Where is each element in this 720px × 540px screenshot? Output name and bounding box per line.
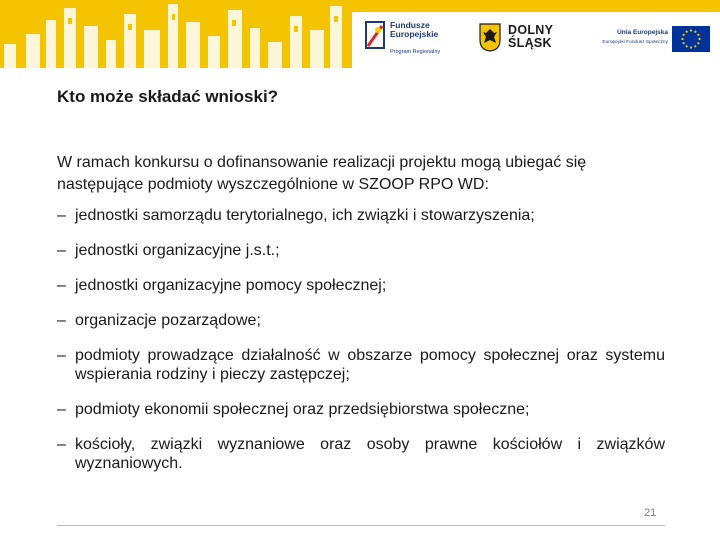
dash-bullet: – — [57, 312, 66, 329]
logos-bar — [352, 12, 720, 68]
list-item-text: organizacje pozarządowe; — [75, 312, 261, 329]
list-item — [57, 206, 665, 225]
list-item — [57, 435, 665, 473]
intro-paragraph: W ramach konkursu o dofinansowanie realizacji projektu mogą ubiegać się następujące podmioty wyszczególnione w SZOOP RPO WD: — [57, 154, 587, 193]
ue-sub: Europejski Fundusz Społeczny — [602, 40, 668, 45]
dash-bullet: – — [57, 242, 66, 259]
fe-star-icon — [364, 20, 386, 50]
fe-line2: Europejskie — [390, 29, 439, 39]
list-item — [57, 400, 665, 419]
list-item — [57, 311, 665, 330]
list-item-text: jednostki organizacyjne j.s.t.; — [75, 242, 280, 259]
eligible-entities-list — [57, 206, 665, 489]
list-item-text: jednostki samorządu terytorialnego, ich związki i stowarzyszenia; — [75, 207, 535, 224]
logo-unia-europejska — [590, 22, 716, 58]
list-item-text: jednostki organizacyjne pomocy społecznej; — [75, 277, 387, 294]
footer-divider — [57, 525, 665, 526]
dash-bullet: – — [57, 436, 66, 453]
dash-bullet: – — [57, 277, 66, 294]
list-item-text: podmioty ekonomii społecznej oraz przedsiębiorstwa społeczne; — [75, 401, 530, 418]
dash-bullet: – — [57, 207, 66, 224]
ds-line1: DOLNY — [508, 23, 554, 37]
ds-line2: ŚLĄSK — [508, 36, 552, 50]
list-item — [57, 241, 665, 260]
eu-flag-icon — [672, 26, 710, 52]
list-item-text: kościoły, związki wyznaniowe oraz osoby prawne kościołów i związków wyznaniowych. — [75, 436, 665, 472]
logo-dolny-slask — [478, 22, 568, 58]
logo-fundusze-europejskie — [364, 18, 464, 64]
dash-bullet: – — [57, 401, 66, 418]
dash-bullet: – — [57, 347, 66, 364]
ue-title: Unia Europejska — [617, 29, 668, 36]
list-item — [57, 346, 665, 384]
fe-line1: Fundusze — [390, 20, 430, 30]
list-item — [57, 276, 665, 295]
slide-heading: Kto może składać wnioski? — [57, 87, 279, 106]
list-item-text: podmioty prowadzące działalność w obszarze pomocy społecznej oraz systemu wspierania rodziny i pieczy zastępczej; — [75, 347, 665, 383]
fe-sub: Program Regionalny — [390, 49, 441, 55]
eagle-crest-icon — [478, 22, 502, 52]
page-number: 21 — [644, 507, 657, 519]
